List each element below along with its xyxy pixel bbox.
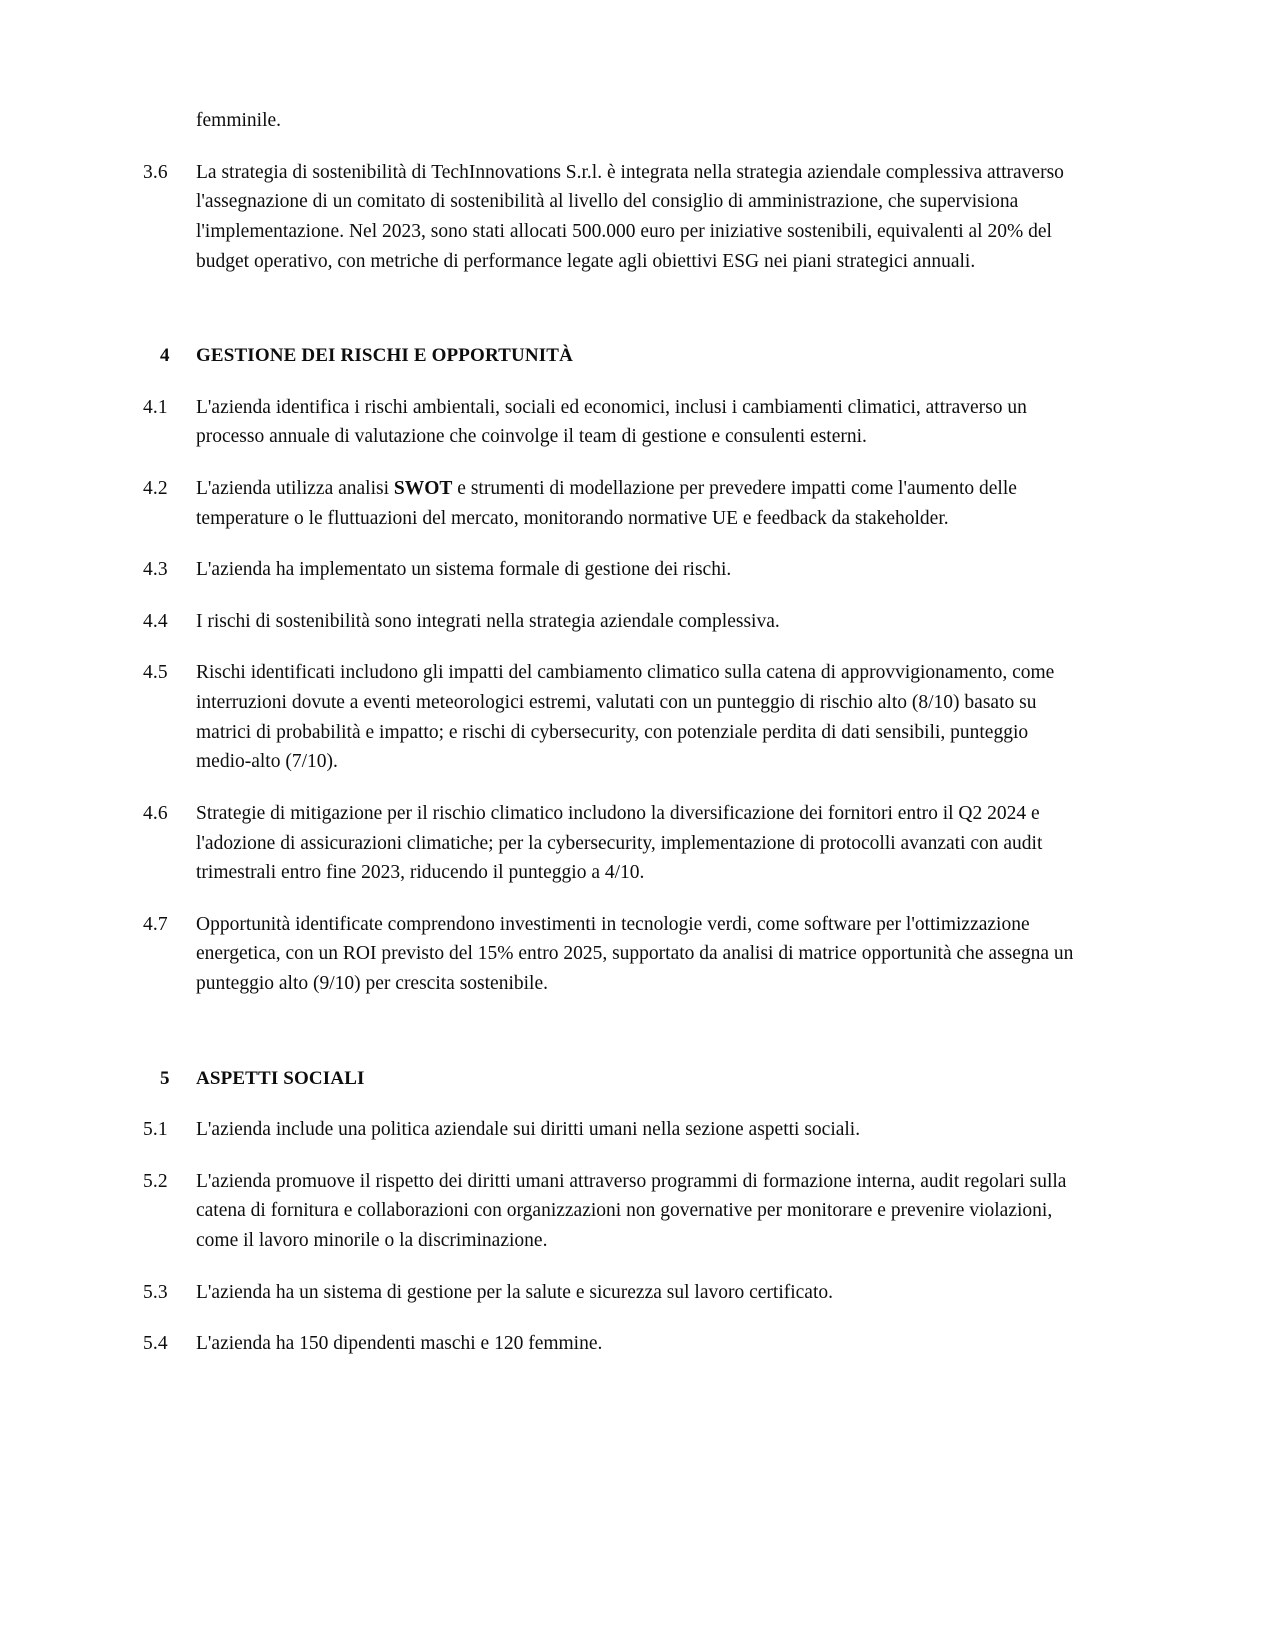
clause-item <box>143 910 1085 999</box>
clause-list <box>143 158 1085 1359</box>
clause-number: 5.1 <box>143 1119 168 1141</box>
clause-item <box>143 1278 1085 1308</box>
clause-number: 4.4 <box>143 610 168 632</box>
clause-number: 4.3 <box>143 559 168 581</box>
clause-item <box>143 658 1085 777</box>
clause-number: 4.2 <box>143 477 168 499</box>
clause-text: I rischi di sostenibilità sono integrati nella strategia aziendale complessiva. <box>196 610 780 632</box>
section-number: 4 <box>160 345 170 367</box>
clause-text: Opportunità identificate comprendono investimenti in tecnologie verdi, come software per l'ottimizzazione energetica, con un ROI previsto del 15% entro 2025, supportato da analisi di matrice opportunità che assegna un punteggio alto (9/10) per crescita sostenibile. <box>196 913 1074 994</box>
section-title: GESTIONE DEI RISCHI E OPPORTUNITÀ <box>196 345 573 367</box>
clause-text: Rischi identificati includono gli impatti del cambiamento climatico sulla catena di approvvigionamento, come interruzioni dovute a eventi meteorologici estremi, valutati con un punteggio di rischio alto (8/10) basato su matrici di probabilità e impatto; e rischi di cybersecurity, con potenziale perdita di dati sensibili, punteggio medio-alto (7/10). <box>196 662 1055 773</box>
clause-item <box>143 607 1085 637</box>
clause-text: Strategie di mitigazione per il rischio climatico includono la diversificazione dei fornitori entro il Q2 2024 e l'adozione di assicurazioni climatiche; per la cybersecurity, implementazione di protocolli avanzati con audit trimestrali entro fine 2023, riducendo il punteggio a 4/10. <box>196 802 1043 884</box>
clause-text: La strategia di sostenibilità di TechInnovations S.r.l. è integrata nella strategia aziendale complessiva attraverso l'assegnazione di un comitato di sostenibilità al livello del consiglio di amministrazione, che supervisiona l'implementazione. Nel 2023, sono stati allocati 500.000 euro per iniziative sostenibili, equivalenti al 20% del budget operativo, con metriche di performance legate agli obiettivi ESG nei piani strategici annuali. <box>196 161 1064 272</box>
clause-item <box>143 1115 1085 1145</box>
continuation-paragraph: femminile. <box>196 110 282 131</box>
clause-item <box>143 1167 1085 1256</box>
clause-number: 4.1 <box>143 396 168 418</box>
section-heading <box>143 298 1085 371</box>
clause-item <box>143 799 1085 888</box>
clause-number: 5.2 <box>143 1170 168 1192</box>
clause-text: L'azienda ha un sistema di gestione per la salute e sicurezza sul lavoro certificato. <box>196 1281 833 1303</box>
clause-text: L'azienda ha implementato un sistema formale di gestione dei rischi. <box>196 559 732 581</box>
section-heading <box>143 1021 1085 1094</box>
clause-number: 4.7 <box>143 913 168 935</box>
clause-text: L'azienda ha 150 dipendenti maschi e 120 femmine. <box>196 1333 603 1355</box>
clause-item <box>143 474 1085 533</box>
clause-item <box>143 1329 1085 1359</box>
clause-item <box>143 158 1085 277</box>
clause-number: 5.4 <box>143 1333 168 1355</box>
clause-number: 4.5 <box>143 662 168 684</box>
section-number: 5 <box>160 1067 170 1089</box>
clause-number: 3.6 <box>143 161 168 183</box>
clause-number: 5.3 <box>143 1281 168 1303</box>
clause-item <box>143 393 1085 452</box>
clause-item <box>143 555 1085 585</box>
clause-text: L'azienda identifica i rischi ambientali, sociali ed economici, inclusi i cambiamenti climatici, attraverso un processo annuale di valutazione che coinvolge il team di gestione e consulenti esterni. <box>196 396 1027 448</box>
clause-text: L'azienda promuove il rispetto dei diritti umani attraverso programmi di formazione interna, audit regolari sulla catena di fornitura e collaborazioni con organizzazioni non governative per monitorare e prevenire violazioni, come il lavoro minorile o la discriminazione. <box>196 1170 1067 1251</box>
clause-number: 4.6 <box>143 802 168 824</box>
clause-text: L'azienda include una politica aziendale sui diritti umani nella sezione aspetti sociali. <box>196 1119 861 1141</box>
section-title: ASPETTI SOCIALI <box>196 1067 365 1089</box>
clause-text: L'azienda utilizza analisi SWOT e strumenti di modellazione per prevedere impatti come l'aumento delle temperature o le fluttuazioni del mercato, monitorando normative UE e feedback da stakeholder. <box>196 477 1017 529</box>
